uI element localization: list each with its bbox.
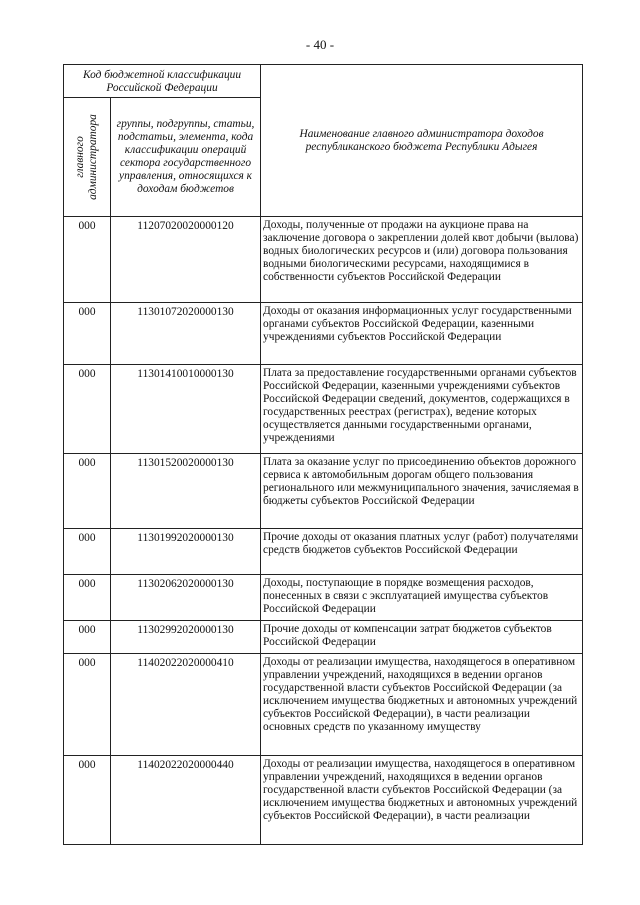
page-number: - 40 - (305, 37, 335, 52)
admin-code-cell: 000 (64, 303, 111, 365)
table-row (64, 529, 583, 575)
admin-code-cell: 000 (64, 756, 111, 845)
income-name-cell: Доходы, полученные от продажи на аукционе права на заключение договора о закреплении долей квот добычи (вылова) водных биологических ресурсов и (или) договора пользования водными биологическими ресурсами, находящимися в собственности субъектов Российской Федерации (261, 217, 583, 303)
table-row (64, 365, 583, 454)
income-name-cell: Прочие доходы от оказания платных услуг (работ) получателями средств бюджетов субъектов Российской Федерации (261, 529, 583, 575)
admin-code-cell: 000 (64, 529, 111, 575)
classification-code-cell: 11207020020000120 (111, 217, 261, 303)
admin-code-cell: 000 (64, 621, 111, 654)
income-admin-table (63, 64, 583, 845)
table-row (64, 654, 583, 756)
classification-code-cell: 11301520020000130 (111, 454, 261, 529)
admin-code-cell: 000 (64, 217, 111, 303)
classification-code-cell: 11301410010000130 (111, 365, 261, 454)
classification-code-cell: 11301992020000130 (111, 529, 261, 575)
classification-code-cell: 11301072020000130 (111, 303, 261, 365)
table-row (64, 217, 583, 303)
income-name-cell: Плата за предоставление государственными органами субъектов Российской Федерации, казенными учреждениями субъектов Российской Федерации сведений, документов, содержащихся в государственных реестрах (регистрах), ведение которых осуществляется данными государственными органами, учреждениями (261, 365, 583, 454)
table-row (64, 303, 583, 365)
admin-code-header-label: главного администратора (74, 114, 99, 200)
admin-code-cell: 000 (64, 654, 111, 756)
classification-code-cell: 11402022020000440 (111, 756, 261, 845)
classification-code-cell: 11302062020000130 (111, 575, 261, 621)
income-name-cell: Доходы от реализации имущества, находящегося в оперативном управлении учреждений, находящихся в ведении органов государственной власти субъектов Российской Федерации (за исключением имущества бюджетных и автономных учреждений субъектов Российской Федерации), в части реализации основных средств по указанному имуществу (261, 654, 583, 756)
classification-code-cell: 11402022020000410 (111, 654, 261, 756)
income-name-cell: Плата за оказание услуг по присоединению объектов дорожного сервиса к автомобильным дорогам общего пользования регионального или межмуниципального значения, зачисляемая в бюджеты субъектов Российской Федерации (261, 454, 583, 529)
table-header-row (64, 65, 583, 98)
classification-code-cell: 11302992020000130 (111, 621, 261, 654)
admin-code-cell: 000 (64, 575, 111, 621)
income-name-cell: Доходы от оказания информационных услуг государственными органами субъектов Российской Федерации, казенными учреждениями субъектов Российской Федерации (261, 303, 583, 365)
classification-code-header: группы, подгруппы, статьи, подстатьи, элемента, кода классификации операций сектора государственного управления, относящихся к доходам бюджетов (111, 98, 261, 217)
income-name-cell: Прочие доходы от компенсации затрат бюджетов субъектов Российской Федерации (261, 621, 583, 654)
admin-name-header: Наименование главного администратора доходов республиканского бюджета Республики Адыгея (261, 65, 583, 217)
table-row (64, 454, 583, 529)
income-name-cell: Доходы от реализации имущества, находящегося в оперативном управлении учреждений, находящихся в ведении органов государственной власти субъектов Российской Федерации (за исключением имущества бюджетных и автономных учреждений субъектов Российской Федерации), в части реализации (261, 756, 583, 845)
admin-code-cell: 000 (64, 365, 111, 454)
table-row (64, 756, 583, 845)
table-row (64, 575, 583, 621)
admin-code-header (64, 98, 111, 217)
kbk-title-cell: Код бюджетной классификации Российской Федерации (64, 65, 261, 98)
table-row (64, 621, 583, 654)
admin-code-cell: 000 (64, 454, 111, 529)
income-name-cell: Доходы, поступающие в порядке возмещения расходов, понесенных в связи с эксплуатацией имущества субъектов Российской Федерации (261, 575, 583, 621)
